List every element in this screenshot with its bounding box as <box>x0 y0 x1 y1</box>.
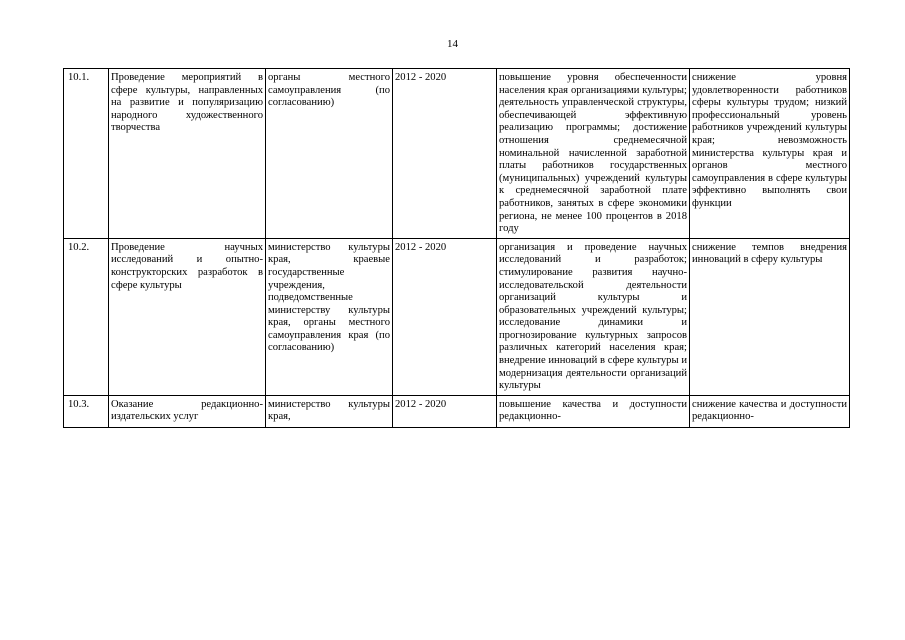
row-number: 10.1. <box>64 69 109 239</box>
consequence: снижение уровня удовлетворенности работников сферы культуры трудом; низкий профессиональный уровень работников учреждений культуры края; невозможность министерства культуры края и органов местного самоуправления в сфере культуры эффективно выполнять свои функции <box>690 69 850 239</box>
table-row <box>64 395 850 427</box>
consequence: снижение темпов внедрения инноваций в сферу культуры <box>690 238 850 395</box>
table-row <box>64 238 850 395</box>
period-text: 2012 - 2020 <box>395 398 447 410</box>
row-number <box>64 395 109 427</box>
expected-result-text: повышение качества и доступности редакционно- <box>499 398 687 423</box>
executor-text: министерство культуры края, <box>268 398 390 423</box>
consequence <box>690 395 850 427</box>
row-number: 10.2. <box>64 238 109 395</box>
expected-result <box>497 395 690 427</box>
expected-result: повышение уровня обеспеченности населения края организациями культуры; деятельность управленческой структуры, обеспечивающей эффективную реализацию программы; достижение отношения среднемесячной номинальной начисленной заработной платы работников государственных (муниципальных) учреждений культуры к среднемесячной заработной плате работников, занятых в сфере экономики региона, не менее 100 процентов в 2018 году <box>497 69 690 239</box>
measure-name <box>109 395 266 427</box>
measures-table <box>63 68 850 428</box>
measure-name-text: Оказание редакционно-издательских услуг <box>111 398 263 423</box>
executor <box>266 395 393 427</box>
table-row <box>64 69 850 239</box>
measure-name: Проведение научных исследований и опытно-конструкторских разработок в сфере культуры <box>109 238 266 395</box>
period <box>393 395 497 427</box>
period: 2012 - 2020 <box>393 69 497 239</box>
executor: министерство культуры края, краевые государственные учреждения, подведомственные министерству культуры края, органы местного самоуправления края (по согласованию) <box>266 238 393 395</box>
period: 2012 - 2020 <box>393 238 497 395</box>
consequence-text: снижение качества и доступности редакционно- <box>692 398 847 423</box>
expected-result: организация и проведение научных исследований и разработок; стимулирование развития научно-исследовательской деятельности организаций культуры и образовательных учреждений культуры; исследование динамики и прогнозирование культурных запросов различных категорий населения края; внедрение инноваций в сфере культуры и модернизация деятельности организаций культуры <box>497 238 690 395</box>
row-number-text: 10.3. <box>68 398 90 410</box>
executor: органы местного самоуправления (по согласованию) <box>266 69 393 239</box>
measure-name: Проведение мероприятий в сфере культуры, направленных на развитие и популяризацию народного художественного творчества <box>109 69 266 239</box>
page-number: 14 <box>447 38 458 50</box>
